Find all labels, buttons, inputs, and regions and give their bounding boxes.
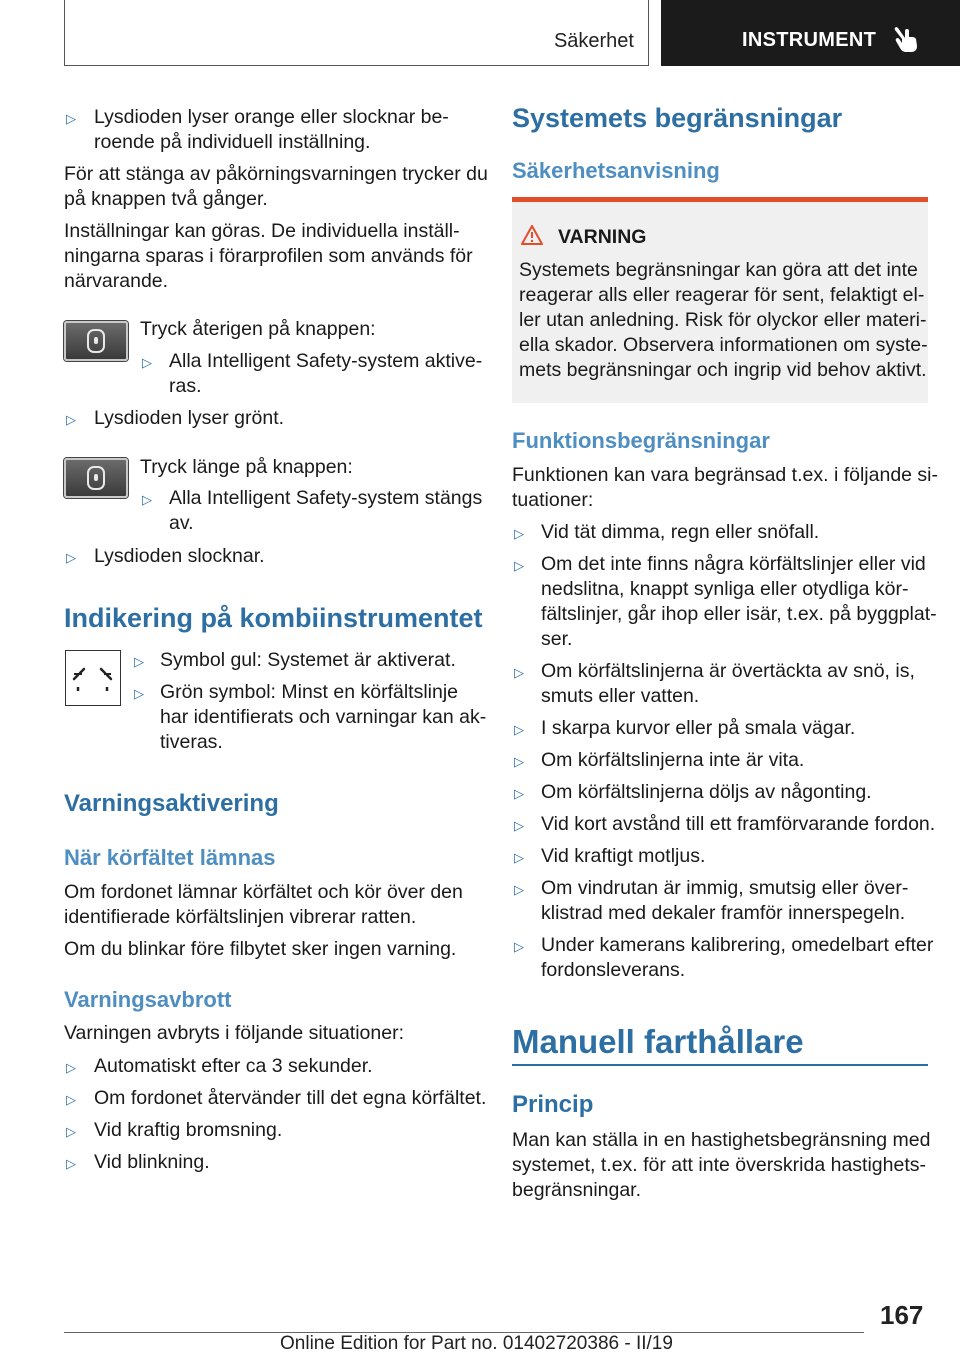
warning-text: ella skador. Observera informationen om syste- — [519, 334, 928, 356]
paragraph: tuationer: — [512, 489, 594, 511]
bullet-icon: ▷ — [66, 1156, 76, 1171]
bullet-icon: ▷ — [514, 722, 524, 737]
bullet-icon: ▷ — [514, 850, 524, 865]
bullet-text: tiveras. — [160, 731, 223, 753]
paragraph: på knappen två gånger. — [64, 188, 268, 210]
bullet-icon: ▷ — [514, 786, 524, 801]
bullet-icon: ▷ — [66, 111, 76, 126]
bullet-text: Vid blinkning. — [94, 1151, 210, 1173]
warning-title: VARNING — [558, 226, 647, 248]
paragraph: Om fordonet lämnar körfältet och kör över den — [64, 881, 463, 903]
header-chapter-tab — [661, 0, 960, 66]
paragraph: identifierade körfältslinjen vibrerar ratten. — [64, 906, 417, 928]
bullet-text: klistrad med dekaler framför innerspegeln. — [541, 902, 906, 924]
bullet-icon: ▷ — [66, 1092, 76, 1107]
bullet-text: Om fordonet återvänder till det egna körfältet. — [94, 1087, 487, 1109]
paragraph: Om du blinkar före filbytet sker ingen varning. — [64, 938, 457, 960]
bullet-text: Lysdioden lyser grönt. — [94, 407, 285, 429]
bullet-text: nedslitna, knappt synliga eller otydliga kör- — [541, 578, 909, 600]
bullet-icon: ▷ — [514, 939, 524, 954]
heading-indikering: Indikering på kombiinstrumentet — [64, 603, 483, 633]
bullet-icon: ▷ — [66, 1124, 76, 1139]
paragraph: Inställningar kan göras. De individuella inställ- — [64, 220, 460, 242]
warning-text: ler utan anledning. Risk för olyckor eller materi- — [519, 309, 927, 331]
heading-manuell-farthallare: Manuell farthållare — [512, 1023, 804, 1060]
bullet-text: Alla Intelligent Safety-system aktive- — [169, 350, 483, 372]
footer-edition: Online Edition for Part no. 01402720386 - II/19 — [280, 1333, 673, 1354]
bullet-icon: ▷ — [514, 558, 524, 573]
bullet-icon: ▷ — [142, 355, 152, 370]
pointing-hand-icon — [894, 26, 920, 54]
bullet-text: Vid kraftig bromsning. — [94, 1119, 283, 1141]
bullet-text: ser. — [541, 628, 573, 650]
paragraph: Man kan ställa in en hastighetsbegränsning med — [512, 1129, 931, 1151]
paragraph: För att stänga av påkörningsvarningen trycker du — [64, 163, 488, 185]
bullet-text: ras. — [169, 375, 202, 397]
heading-korfaltet: När körfältet lämnas — [64, 845, 276, 870]
bullet-text: Om vindrutan är immig, smutsig eller över- — [541, 877, 909, 899]
bullet-text: smuts eller vatten. — [541, 685, 700, 707]
bullet-text: fältslinjer, går ihop eller isär, t.ex. på byggplat- — [541, 603, 937, 625]
heading-systemets-begransningar: Systemets begränsningar — [512, 103, 843, 133]
lane-lines-icon — [66, 651, 119, 704]
bullet-text: Automatiskt efter ca 3 sekunder. — [94, 1055, 373, 1077]
heading-varningsavbrott: Varningsavbrott — [64, 987, 232, 1012]
bullet-text: av. — [169, 512, 194, 534]
bullet-text: Vid kort avstånd till ett framförvarande fordon. — [541, 813, 936, 835]
bullet-text: roende på individuell inställning. — [94, 131, 371, 153]
bullet-text: Om det inte finns några körfältslinjer eller vid — [541, 553, 926, 575]
warning-text: mets begränsningar och ingrip vid behov aktivt. — [519, 359, 927, 381]
bullet-text: Vid tät dimma, regn eller snöfall. — [541, 521, 820, 543]
step-text: Tryck återigen på knappen: — [140, 318, 376, 340]
heading-funktionsbegransningar: Funktionsbegränsningar — [512, 428, 770, 453]
bullet-icon: ▷ — [514, 526, 524, 541]
warning-triangle-icon — [520, 224, 544, 246]
bullet-text: Alla Intelligent Safety-system stängs — [169, 487, 483, 509]
paragraph: Varningen avbryts i följande situationer: — [64, 1022, 405, 1044]
header-chapter-title: INSTRUMENT — [742, 29, 877, 51]
bullet-icon: ▷ — [514, 665, 524, 680]
bullet-text: I skarpa kurvor eller på smala vägar. — [541, 717, 856, 739]
heading-varningsaktivering: Varningsaktivering — [64, 790, 279, 817]
safety-button-image — [64, 458, 128, 498]
bullet-text: fordonsleverans. — [541, 959, 686, 981]
paragraph: närvarande. — [64, 270, 169, 292]
warning-text: Systemets begränsningar kan göra att det inte — [519, 259, 918, 281]
bullet-text: Vid kraftigt motljus. — [541, 845, 706, 867]
bullet-icon: ▷ — [514, 818, 524, 833]
heading-sakerhetsanvisning: Säkerhetsanvisning — [512, 158, 720, 183]
bullet-text: Grön symbol: Minst en körfältslinje — [160, 681, 459, 703]
bullet-text: Om körfältslinjerna döljs av någonting. — [541, 781, 872, 803]
paragraph: ningarna sparas i förarprofilen som används för — [64, 245, 473, 267]
bullet-text: Om körfältslinjerna är övertäckta av snö, is, — [541, 660, 915, 682]
bullet-icon: ▷ — [134, 686, 144, 701]
bullet-text: Om körfältslinjerna inte är vita. — [541, 749, 805, 771]
bullet-icon: ▷ — [66, 1060, 76, 1075]
paragraph: Funktionen kan vara begränsad t.ex. i följande si- — [512, 464, 939, 486]
bullet-icon: ▷ — [66, 412, 76, 427]
bullet-text: Lysdioden slocknar. — [94, 545, 265, 567]
bullet-icon: ▷ — [66, 550, 76, 565]
bullet-icon: ▷ — [142, 492, 152, 507]
paragraph: systemet, t.ex. för att inte överskrida hastighets- — [512, 1154, 927, 1176]
safety-button-image — [64, 321, 128, 361]
bullet-icon: ▷ — [514, 754, 524, 769]
step-text: Tryck länge på knappen: — [140, 456, 353, 478]
header-section-title: Säkerhet — [553, 30, 634, 52]
bullet-text: Under kamerans kalibrering, omedelbart efter — [541, 934, 934, 956]
warning-text: reagerar alls eller reagerar för sent, felaktigt el- — [519, 284, 925, 306]
heading-underline — [512, 1064, 928, 1066]
bullet-icon: ▷ — [514, 882, 524, 897]
bullet-icon: ▷ — [134, 654, 144, 669]
header-section-tab — [64, 0, 649, 66]
heading-princip: Princip — [512, 1091, 594, 1118]
bullet-text: Lysdioden lyser orange eller slocknar be- — [94, 106, 449, 128]
page-number: 167 — [880, 1300, 924, 1330]
bullet-text: Symbol gul: Systemet är aktiverat. — [160, 649, 456, 671]
lane-warning-symbol-icon — [65, 650, 121, 706]
bullet-text: har identifierats och varningar kan ak- — [160, 706, 487, 728]
paragraph: begränsningar. — [512, 1179, 642, 1201]
